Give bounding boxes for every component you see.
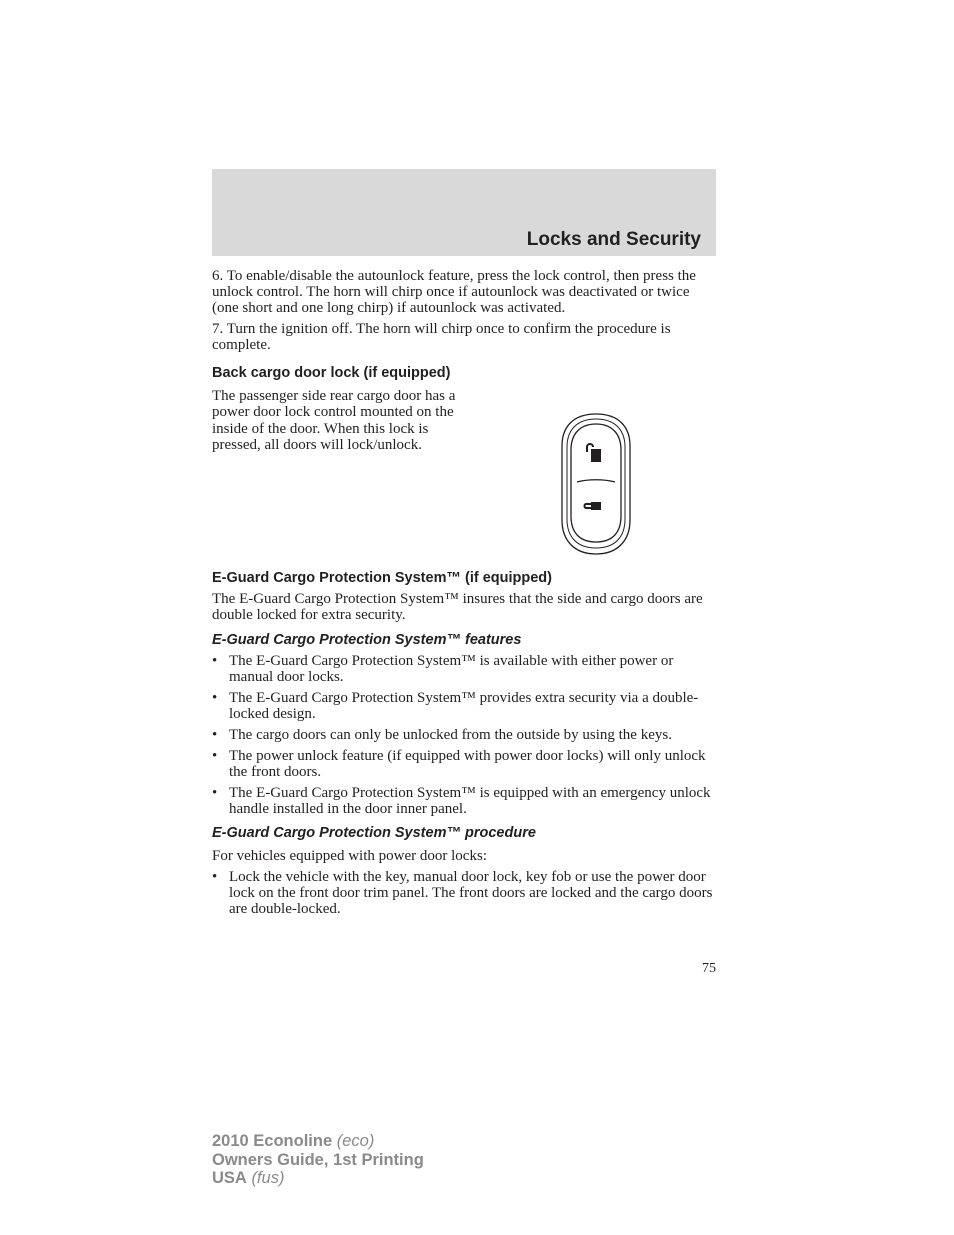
bullet: • <box>212 785 218 801</box>
list-item <box>212 785 716 817</box>
eguard-procedure-list <box>212 869 716 917</box>
eguard-procedure-heading: E-Guard Cargo Protection System™ procedure <box>212 825 536 841</box>
list-item <box>212 653 716 685</box>
bullet: • <box>212 869 218 885</box>
cargo-lock-heading: Back cargo door lock (if equipped) <box>212 365 451 381</box>
list-item <box>212 748 716 780</box>
list-item-text: The cargo doors can only be unlocked from the outside by using the keys. <box>229 727 672 743</box>
footer-market-code: (fus) <box>251 1169 285 1187</box>
list-item <box>212 869 716 917</box>
step-6: 6. To enable/disable the autounlock feature, press the lock control, then press the unlock control. The horn will chirp once if autounlock was deactivated or twice (one short and one long chirp) if autounlock was activated. <box>212 268 696 316</box>
eguard-procedure-intro: For vehicles equipped with power door locks: <box>212 848 487 864</box>
section-title: Locks and Security <box>526 229 701 250</box>
page-number: 75 <box>702 961 716 976</box>
bullet: • <box>212 727 218 743</box>
list-item <box>212 690 716 722</box>
page-content <box>212 268 716 922</box>
footer-market: USA <box>212 1169 247 1187</box>
footer-line-3 <box>212 1169 424 1188</box>
list-item <box>212 727 716 743</box>
eguard-heading: E-Guard Cargo Protection System™ (if equipped) <box>212 570 552 586</box>
list-item-text: The E-Guard Cargo Protection System™ provides extra security via a double-locked design. <box>229 690 699 722</box>
cargo-lock-body: The passenger side rear cargo door has a power door lock control mounted on the inside of the door. When this lock is pressed, all doors will lock/unlock. <box>212 388 456 454</box>
bullet: • <box>212 653 218 669</box>
list-item-text: The E-Guard Cargo Protection System™ is available with either power or manual door locks. <box>229 653 674 685</box>
footer-line-2 <box>212 1151 424 1170</box>
footer-model-code: (eco) <box>336 1132 375 1150</box>
eguard-intro: The E-Guard Cargo Protection System™ insures that the side and cargo doors are double locked for extra security. <box>212 591 703 623</box>
list-item-text: Lock the vehicle with the key, manual door lock, key fob or use the power door lock on the front door trim panel. The front doors are locked and the cargo doors are double-locked. <box>229 869 713 917</box>
footer-line-1 <box>212 1132 424 1151</box>
step-7: 7. Turn the ignition off. The horn will chirp once to confirm the procedure is complete. <box>212 321 671 353</box>
footer-edition: Owners Guide, 1st Printing <box>212 1150 424 1169</box>
cargo-lock-block <box>212 388 716 570</box>
footer-model: 2010 Econoline <box>212 1132 333 1150</box>
document-footer <box>212 1132 424 1188</box>
bullet: • <box>212 690 218 706</box>
bullet: • <box>212 748 218 764</box>
door-lock-switch-icon <box>560 412 632 556</box>
section-header-band <box>212 169 716 256</box>
eguard-features-heading: E-Guard Cargo Protection System™ features <box>212 632 522 648</box>
eguard-features-list <box>212 653 716 817</box>
list-item-text: The E-Guard Cargo Protection System™ is equipped with an emergency unlock handle installed in the door inner panel. <box>229 785 711 817</box>
list-item-text: The power unlock feature (if equipped with power door locks) will only unlock the front doors. <box>229 748 706 780</box>
